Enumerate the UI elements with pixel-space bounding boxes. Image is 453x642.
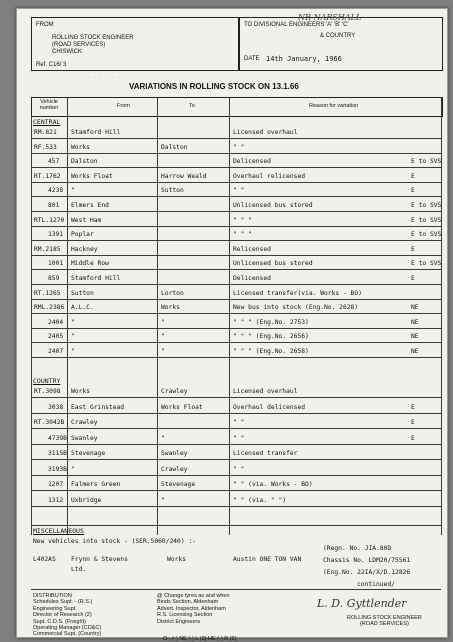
vehicle-number: 2405	[48, 333, 64, 341]
continued-label: continued/	[357, 581, 395, 588]
vehicle-number: 859	[48, 275, 60, 282]
show-through-text: · · · · · ·	[87, 75, 121, 81]
to-depot: "	[161, 434, 165, 442]
from-box	[31, 17, 239, 71]
misc-reason: Austin ONE TON VAN	[233, 556, 302, 563]
reason-text: " " " (Eng.No. 2753)	[233, 318, 309, 326]
reason-text: " "	[233, 465, 245, 473]
reason-text: Overhaul delicensed	[233, 403, 306, 411]
reason-text: " " (via. Works - BO)	[233, 481, 313, 488]
row-rule	[31, 167, 441, 168]
from-depot: "	[71, 465, 75, 473]
to-depot: Works Float	[161, 403, 203, 411]
from-depot: A.L.C.	[71, 304, 94, 312]
handwritten-addressee: NR NARSHALL	[298, 13, 362, 22]
table-row	[17, 127, 447, 138]
row-rule	[31, 506, 441, 507]
reason-text: Licensed transfer(via. Works - BO)	[233, 289, 362, 297]
from-depot: Works Float	[71, 172, 113, 180]
table-row	[17, 331, 447, 342]
vehicle-number: 1207	[48, 481, 64, 488]
vehicle-number: 3115B	[48, 450, 67, 457]
from-depot: East Grinstead	[71, 403, 125, 411]
row-rule	[31, 196, 441, 197]
row-rule	[31, 313, 441, 314]
vehicle-number: RML.2386	[34, 304, 65, 312]
distribution-list-2: @ Change tyres as and when Binds Section, Aldenham Advert. Inspector, Aldenham R.S. Licensing Section District Engineers	[157, 593, 230, 625]
from-line-3: CHISWICK	[52, 49, 82, 55]
category-code: E to SVS	[411, 216, 442, 224]
reason-text: " "	[233, 434, 245, 442]
from-label: FROM	[36, 22, 54, 28]
category-code: NE	[411, 304, 419, 312]
table-row	[17, 433, 447, 444]
table-row	[17, 215, 447, 226]
row-rule	[31, 138, 441, 139]
reason-text: " " " (Eng.No. 2656)	[233, 333, 309, 341]
row-rule	[31, 153, 441, 154]
column-header-row	[31, 97, 443, 117]
vehicle-number: 2407	[48, 348, 64, 355]
vehicle-number: 3038	[48, 403, 64, 411]
table-row	[17, 142, 447, 153]
row-rule	[31, 459, 441, 460]
table-row	[17, 302, 447, 313]
date-label: DATE	[244, 56, 260, 62]
from-depot: Middle Row	[71, 260, 109, 268]
row-rule	[31, 444, 441, 445]
reason-text: Relicensed	[233, 245, 271, 253]
from-depot: "	[71, 333, 75, 341]
row-rule	[31, 413, 441, 414]
reason-text: " "	[233, 143, 245, 151]
category-code: NE	[411, 318, 419, 326]
row-rule	[31, 299, 441, 300]
to-depot: Swanley	[161, 450, 188, 457]
vehicle-number: 1391	[48, 231, 64, 239]
from-depot: "	[71, 187, 75, 195]
table-row	[17, 495, 447, 506]
distribution-list: DISTRIBUTION Schedules Supt. - (R.S.) Engineering Supt. Director of Research (2) Supt. C.D.S. (Freight) Operating Manager (CD&C) Commercial Supt. (Country)	[33, 593, 102, 638]
from-depot: Dalston	[71, 158, 98, 166]
misc-reg: (Regn. No. JIA.80D	[323, 545, 392, 552]
col-vehicle-number: Vehicle number	[39, 99, 59, 111]
table-row	[17, 288, 447, 299]
from-depot: Works	[71, 143, 90, 151]
table-row	[17, 171, 447, 182]
document-sheet	[16, 8, 448, 642]
vehicle-number: RT.1762	[34, 172, 61, 180]
from-depot: Stamford Hill	[71, 129, 121, 136]
misc-intro: New vehicles into stock - (SER.5060/240) :-	[33, 538, 197, 545]
footer-codes: O - (-) NE (-) L (3) HE (-) R (2)	[163, 636, 237, 642]
section-misc: MISCELLANEOUS	[33, 527, 84, 535]
from-depot: Works	[71, 388, 90, 395]
to-depot: Stevenage	[161, 481, 196, 488]
table-row	[17, 479, 447, 490]
vehicle-number: RM.2185	[34, 245, 61, 253]
misc-from-2: Ltd.	[71, 566, 87, 573]
misc-from: Frynn & Stevens	[71, 556, 128, 563]
row-rule	[31, 211, 441, 212]
reason-text: New bus into stock (Eng.No. 2628)	[233, 304, 359, 312]
page-title: VARIATIONS IN ROLLING STOCK ON 13.1.66	[129, 82, 299, 91]
table-row	[17, 258, 447, 269]
to-box	[239, 13, 443, 71]
to-depot: Works	[161, 304, 180, 312]
to-line-2: & COUNTRY	[320, 33, 356, 39]
category-code: E	[411, 245, 415, 253]
row-rule	[31, 490, 441, 491]
vehicle-number: 4739B	[48, 434, 67, 442]
row-rule	[31, 255, 441, 256]
row-rule	[31, 226, 441, 227]
reason-text: " " "	[233, 231, 252, 239]
vehicle-number: 801	[48, 202, 60, 209]
to-depot: Lorton	[161, 289, 184, 297]
reason-text: " "	[233, 187, 245, 195]
misc-chassis: Chassis No. LDM20/75561	[323, 557, 411, 564]
vehicle-number: 3193B	[48, 465, 67, 473]
col-to: To	[189, 103, 195, 109]
from-depot: Poplar	[71, 231, 94, 239]
vehicle-number: RTL.1270	[34, 216, 65, 224]
to-depot: Crawley	[161, 465, 188, 473]
category-code: NE	[411, 348, 419, 355]
reason-text: Licensed overhaul	[233, 129, 298, 136]
category-code: NE	[411, 333, 419, 341]
from-depot: Swanley	[71, 434, 98, 442]
table-row	[17, 229, 447, 240]
category-code: E to SVS	[411, 260, 442, 268]
from-line-1: ROLLING STOCK ENGINEER	[52, 35, 134, 41]
reason-text: " "	[233, 419, 245, 426]
category-code: E	[411, 403, 415, 411]
category-code: E to SVS	[411, 158, 442, 166]
to-depot: Harrow Weald	[161, 172, 207, 180]
from-line-2: (ROAD SERVICES)	[52, 42, 106, 48]
category-code: E to SVS	[411, 202, 442, 209]
reason-text: " " "	[233, 216, 252, 224]
from-depot: Hackney	[71, 245, 98, 253]
row-rule	[31, 240, 441, 241]
row-rule	[31, 357, 441, 358]
table-row	[17, 417, 447, 428]
from-depot: West Ham	[71, 216, 102, 224]
to-depot: "	[161, 318, 165, 326]
reason-text: " " " (Eng.No. 2658)	[233, 348, 309, 355]
reason-text: Unlicensed bus stored	[233, 202, 313, 209]
to-depot: Dalston	[161, 143, 188, 151]
category-code: E	[411, 434, 415, 442]
row-rule	[31, 182, 441, 183]
misc-to: Works	[167, 556, 186, 563]
reason-text: Delicensed	[233, 158, 271, 166]
category-code: E	[411, 172, 415, 180]
reason-text: Delicensed	[233, 275, 271, 282]
signatory-title: ROLLING STOCK ENGINEER (ROAD SERVICES)	[347, 615, 422, 627]
category-code: E	[411, 187, 415, 195]
row-rule	[31, 284, 441, 285]
table-row	[17, 448, 447, 459]
vehicle-number: 4238	[48, 187, 64, 195]
date-value: 14th January, 1966	[266, 55, 342, 63]
table-row	[17, 185, 447, 196]
row-rule	[31, 428, 441, 429]
section-central: CENTRAL	[33, 118, 61, 126]
to-label: TO DIVISIONAL ENGINEERS 'A' 'B' 'C'	[244, 22, 349, 28]
vehicle-number: 1312	[48, 496, 64, 504]
table-row	[17, 464, 447, 475]
from-depot: Elmers End	[71, 202, 109, 209]
reason-text: Licensed overhaul	[233, 388, 298, 395]
reason-text: Overhaul relicensed	[233, 172, 306, 180]
vehicle-number: 1001	[48, 260, 64, 268]
col-from: From	[117, 103, 130, 109]
table-row	[17, 386, 447, 397]
row-rule	[31, 397, 441, 398]
from-depot: Stamford Hill	[71, 275, 121, 282]
to-depot: "	[161, 496, 165, 504]
category-code: E	[411, 275, 415, 282]
footer-rule	[31, 589, 441, 590]
category-code: E	[411, 419, 415, 426]
from-depot: "	[71, 318, 75, 326]
vehicle-number: RM.821	[34, 129, 57, 136]
vehicle-number: RT.1265	[34, 289, 61, 297]
from-depot: Stevenage	[71, 450, 106, 457]
table-row	[17, 402, 447, 413]
table-row	[17, 317, 447, 328]
to-depot: Crawley	[161, 388, 188, 395]
category-code: E to SVS	[411, 231, 442, 239]
row-rule	[31, 328, 441, 329]
from-depot: Sutton	[71, 289, 94, 297]
col-reason: Reason for variation	[309, 103, 359, 109]
to-depot: "	[161, 348, 165, 355]
vehicle-number: RT.3098	[34, 388, 61, 395]
misc-vehicle: L402AS	[33, 556, 56, 563]
table-row	[17, 156, 447, 167]
vehicle-number: RT.3042B	[34, 419, 65, 426]
row-rule	[31, 475, 441, 476]
reason-text: " " (via. " ")	[233, 496, 287, 504]
row-rule	[31, 269, 441, 270]
table-row	[17, 244, 447, 255]
ref-label: Ref. C16/ 3	[36, 62, 67, 68]
to-depot: "	[161, 333, 165, 341]
signature: L. D. Gyttlender	[317, 597, 407, 610]
vehicle-number: 2404	[48, 318, 64, 326]
from-depot: Crawley	[71, 419, 98, 426]
reason-text: Licensed transfer	[233, 450, 298, 457]
vehicle-number: RF.533	[34, 143, 57, 151]
from-depot: Uxbridge	[71, 496, 102, 504]
table-row	[17, 200, 447, 211]
misc-rule	[31, 525, 441, 526]
table-row	[17, 346, 447, 357]
vehicle-number: 457	[48, 158, 60, 166]
from-depot: Falmers Green	[71, 481, 121, 488]
reason-text: Unlicensed bus stored	[233, 260, 313, 268]
section-country: COUNTRY	[33, 377, 61, 385]
table-row	[17, 273, 447, 284]
misc-eng: (Eng.No. 22IA/X/D.12826	[323, 569, 411, 576]
to-depot: Sutton	[161, 187, 184, 195]
from-depot: "	[71, 348, 75, 355]
row-rule	[31, 342, 441, 343]
